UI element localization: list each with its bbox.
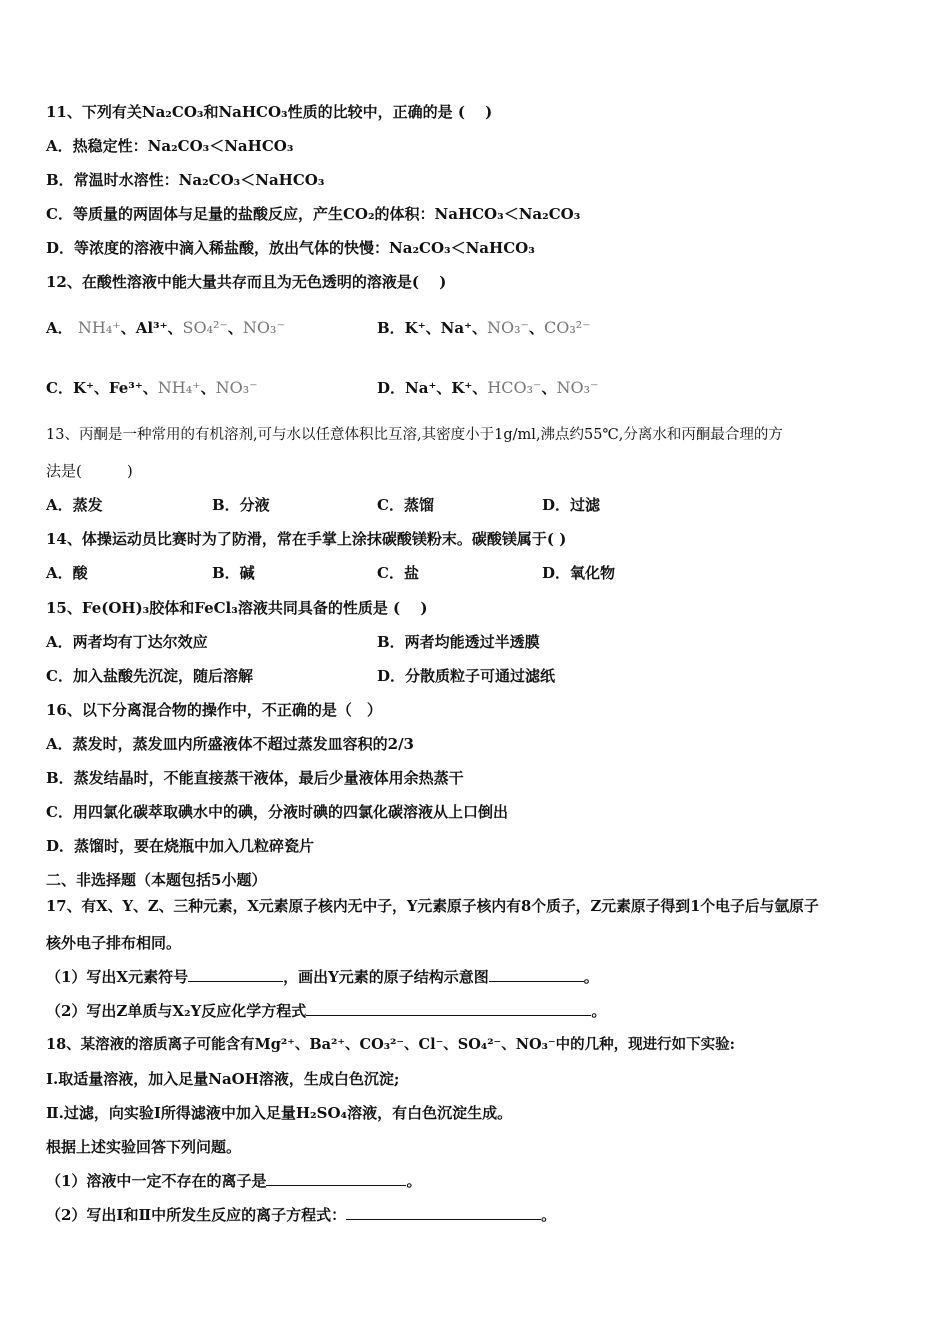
q12-c-label: C．K⁺、Fe³⁺、 xyxy=(46,379,158,397)
q18-stem: 18、某溶液的溶质离子可能含有Mg²⁺、Ba²⁺、CO₃²⁻、Cl⁻、SO₄²⁻、NO₃⁻中的几种，现进行如下实验: xyxy=(46,1036,735,1053)
q18-answer-blank-equations[interactable] xyxy=(346,1205,541,1220)
q17-p2-text-b: 。 xyxy=(591,1002,607,1020)
q11-option-a[interactable]: A．热稳定性：Na₂CO₃＜NaHCO₃ xyxy=(46,137,294,155)
q16-option-d[interactable]: D．蒸馏时，要在烧瓶中加入几粒碎瓷片 xyxy=(46,837,315,855)
q18-part1 xyxy=(46,1171,421,1191)
q13-option-d[interactable]: D．过滤 xyxy=(542,496,601,514)
q12-option-c[interactable]: C．K⁺、Fe³⁺、NH₄⁺、NO₃⁻ xyxy=(46,378,258,397)
q13-stem-line1: 13、丙酮是一种常用的有机溶剂,可与水以任意体积比互溶,其密度小于1g/ml,沸点约55℃,分离水和丙酮最合理的方 xyxy=(46,427,783,443)
q11-option-d[interactable]: D．等浓度的溶液中滴入稀盐酸，放出气体的快慢：Na₂CO₃＜NaHCO₃ xyxy=(46,239,535,257)
q18-instruction: 根据上述实验回答下列问题。 xyxy=(46,1138,242,1156)
q12-b-ion-1: NO₃⁻ xyxy=(486,318,529,337)
q12-d-label: D．Na⁺、K⁺、 xyxy=(377,379,488,397)
q12-a-ion-2: Al³⁺ xyxy=(135,319,168,337)
q18-part2 xyxy=(46,1205,556,1225)
q17-answer-blank-equation[interactable] xyxy=(306,1001,591,1016)
q17-answer-blank-y-diagram[interactable] xyxy=(489,967,584,982)
q18-p1-text-b: 。 xyxy=(406,1172,422,1190)
q12-b-ion-2: CO₃²⁻ xyxy=(543,318,591,337)
q16-option-a[interactable]: A．蒸发时，蒸发皿内所盛液体不超过蒸发皿容积的2/3 xyxy=(46,735,414,753)
q15-stem: 15、Fe(OH)₃胶体和FeCl₃溶液共同具备的性质是 ( ) xyxy=(46,599,428,617)
q17-p2-text-a: （2）写出Z单质与X₂Y反应化学方程式 xyxy=(46,1002,307,1020)
q14-option-a[interactable]: A．酸 xyxy=(46,564,88,582)
q17-part1 xyxy=(46,967,599,987)
q12-stem: 12、在酸性溶液中能大量共存而且为无色透明的溶液是( ) xyxy=(46,273,447,291)
q18-answer-blank-ions[interactable] xyxy=(266,1171,406,1186)
q14-stem: 14、体操运动员比赛时为了防滑，常在手掌上涂抹碳酸镁粉末。碳酸镁属于( ) xyxy=(46,530,567,548)
q11-option-c[interactable]: C．等质量的两固体与足量的盐酸反应，产生CO₂的体积：NaHCO₃＜Na₂CO₃ xyxy=(46,205,581,223)
q18-step1: Ⅰ.取适量溶液，加入足量NaOH溶液，生成白色沉淀; xyxy=(46,1070,400,1088)
q17-p1-text-a: （1）写出X元素符号 xyxy=(46,968,189,986)
q16-option-b[interactable]: B．蒸发结晶时，不能直接蒸干液体，最后少量液体用余热蒸干 xyxy=(46,769,464,787)
q17-part2 xyxy=(46,1001,606,1021)
q12-d-ion-1: HCO₃⁻ xyxy=(487,378,542,397)
q14-option-d[interactable]: D．氧化物 xyxy=(542,564,616,582)
q12-option-a[interactable]: A． NH₄⁺、Al³⁺、SO₄²⁻、NO₃⁻ xyxy=(46,318,285,337)
q15-option-b[interactable]: B．两者均能透过半透膜 xyxy=(377,633,540,651)
q13-option-a[interactable]: A．蒸发 xyxy=(46,496,103,514)
q12-a-label: A． xyxy=(46,319,73,337)
q13-stem-line2: 法是( ) xyxy=(46,462,133,480)
q11-option-b[interactable]: B．常温时水溶性：Na₂CO₃＜NaHCO₃ xyxy=(46,171,325,189)
q12-c-ion-2: NO₃⁻ xyxy=(215,378,258,397)
q12-b-label: B．K⁺、Na⁺、 xyxy=(377,319,487,337)
section-heading: 二、非选择题（本题包括5小题） xyxy=(46,871,267,889)
q15-option-c[interactable]: C．加入盐酸先沉淀，随后溶解 xyxy=(46,667,253,685)
q17-p1-text-b: ，画出Y元素的原子结构示意图 xyxy=(283,968,489,986)
q15-option-d[interactable]: D．分散质粒子可通过滤纸 xyxy=(377,667,556,685)
q11-stem: 11、下列有关Na₂CO₃和NaHCO₃性质的比较中，正确的是 ( ) xyxy=(46,103,493,121)
q16-option-c[interactable]: C．用四氯化碳萃取碘水中的碘，分液时碘的四氯化碳溶液从上口倒出 xyxy=(46,803,508,821)
q17-stem-line2: 核外电子排布相同。 xyxy=(46,934,182,952)
q12-option-d[interactable]: D．Na⁺、K⁺、HCO₃⁻、NO₃⁻ xyxy=(377,378,599,397)
q16-stem: 16、以下分离混合物的操作中，不正确的是（ ） xyxy=(46,701,382,719)
q17-p1-text-c: 。 xyxy=(583,968,599,986)
q18-p1-text-a: （1）溶液中一定不存在的离子是 xyxy=(46,1172,267,1190)
q17-answer-blank-x[interactable] xyxy=(188,967,283,982)
q17-stem-line1: 17、有X、Y、Z、三种元素，X元素原子核内无中子，Y元素原子核内有8个质子，Z元素原子得到1个电子后与氩原子 xyxy=(46,898,819,915)
q12-d-ion-2: NO₃⁻ xyxy=(556,378,599,397)
q12-option-b[interactable]: B．K⁺、Na⁺、NO₃⁻、CO₃²⁻ xyxy=(377,318,591,337)
q12-a-ion-3: SO₄²⁻ xyxy=(182,318,228,337)
q12-a-ion-4: NO₃⁻ xyxy=(242,318,285,337)
q14-option-b[interactable]: B．碱 xyxy=(212,564,255,582)
q12-a-ion-1: NH₄⁺ xyxy=(77,318,121,337)
q18-p2-text-a: （2）写出Ⅰ和Ⅱ中所发生反应的离子方程式： xyxy=(46,1206,347,1224)
q15-option-a[interactable]: A．两者均有丁达尔效应 xyxy=(46,633,208,651)
q18-step2: Ⅱ.过滤，向实验Ⅰ所得滤液中加入足量H₂SO₄溶液，有白色沉淀生成。 xyxy=(46,1104,513,1122)
q13-option-b[interactable]: B．分液 xyxy=(212,496,270,514)
q12-c-ion-1: NH₄⁺ xyxy=(157,378,201,397)
q18-p2-text-b: 。 xyxy=(541,1206,557,1224)
q13-option-c[interactable]: C．蒸馏 xyxy=(377,496,434,514)
q14-option-c[interactable]: C．盐 xyxy=(377,564,419,582)
